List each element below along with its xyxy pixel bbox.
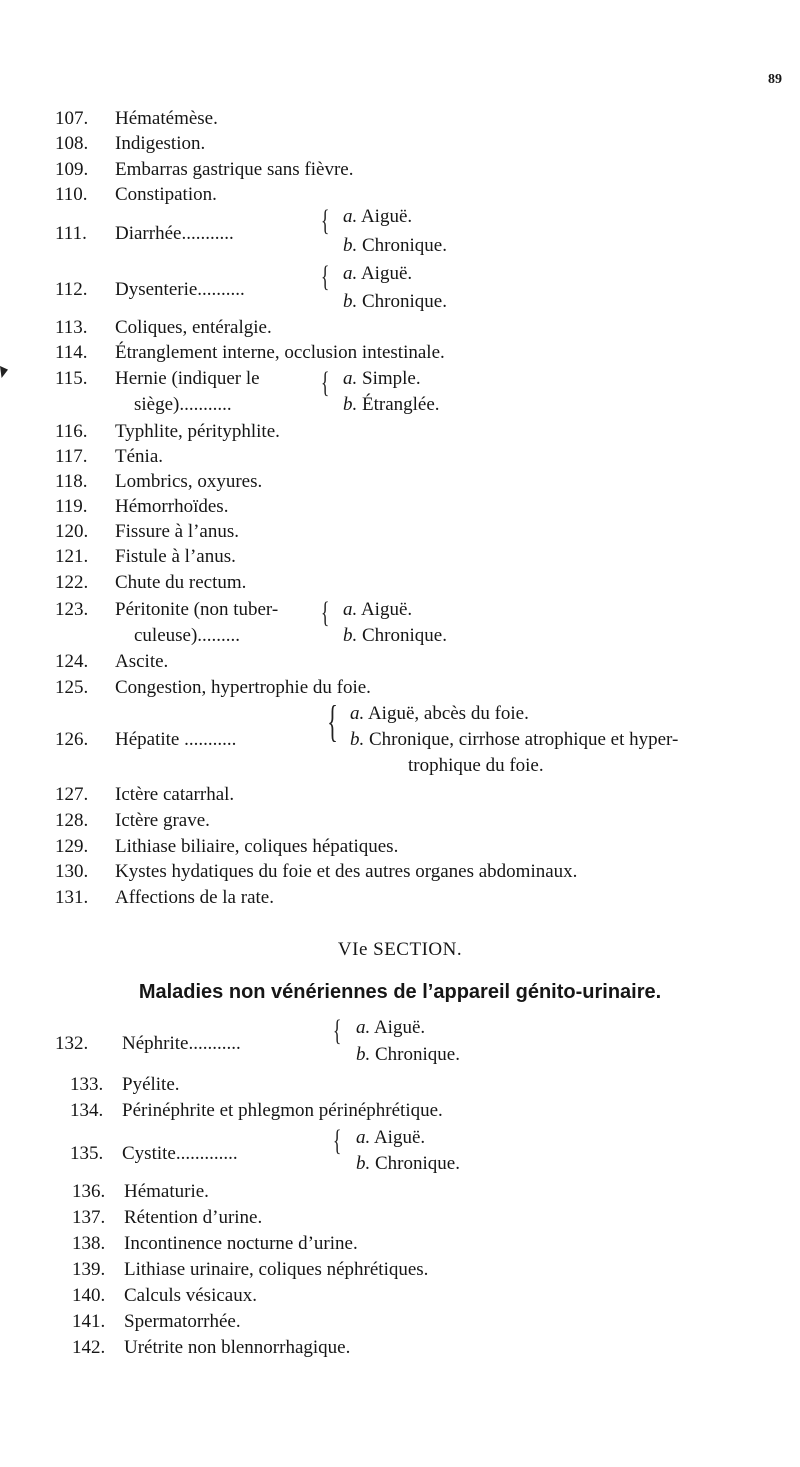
entry-number: 131. xyxy=(55,887,89,908)
entry-text: Lithiase biliaire, coliques hépatiques. xyxy=(115,836,399,857)
entry-text: Hernie (indiquer le xyxy=(115,368,260,389)
entry-number: 107. xyxy=(55,108,89,129)
entry-text: Chute du rectum. xyxy=(115,572,247,593)
entry-number: 110. xyxy=(55,184,88,205)
subitem-a: a. Aiguë. xyxy=(343,599,413,620)
entry-text: Lithiase urinaire, coliques néphrétiques. xyxy=(124,1259,429,1280)
entry-number: 125. xyxy=(55,677,89,698)
entry-text: Ténia. xyxy=(115,446,164,467)
brace-symbol: { xyxy=(332,1124,342,1157)
section-title: VIe SECTION. xyxy=(337,939,463,960)
entry-number: 119. xyxy=(55,496,88,517)
brace-symbol: { xyxy=(320,366,330,399)
subitem-a: a. Simple. xyxy=(343,368,421,389)
entry-text: Congestion, hypertrophie du foie. xyxy=(115,677,371,698)
entry-text: Ictère catarrhal. xyxy=(115,784,235,805)
entry-number: 109. xyxy=(55,159,89,180)
subitem-a: a. Aiguë. xyxy=(343,206,413,227)
subitem-a: a. Aiguë. xyxy=(343,263,413,284)
entry-text: Embarras gastrique sans fièvre. xyxy=(115,159,354,180)
entry-text: Diarrhée........... xyxy=(115,223,234,244)
page-number: 89 xyxy=(768,72,782,87)
entry-text: Néphrite........... xyxy=(122,1033,241,1054)
entry-text: Typhlite, pérityphlite. xyxy=(115,421,280,442)
brace-symbol: { xyxy=(320,260,330,293)
brace-symbol: { xyxy=(332,1014,342,1047)
subitem-b-continued: trophique du foie. xyxy=(408,755,544,776)
subitem-b: b. Chronique. xyxy=(343,235,447,256)
entry-text: Fistule à l’anus. xyxy=(115,546,236,567)
entry-text: Pyélite. xyxy=(122,1074,180,1095)
entry-text: Rétention d’urine. xyxy=(124,1207,263,1228)
entry-text-continued: siège)........... xyxy=(134,394,232,415)
brace-symbol: { xyxy=(320,204,330,237)
subitem-a: a. Aiguë. xyxy=(356,1127,426,1148)
entry-text: Dysenterie.......... xyxy=(115,279,245,300)
entry-number: 111. xyxy=(55,223,87,244)
entry-number: 118. xyxy=(55,471,88,492)
subitem-b: b. Chronique. xyxy=(356,1044,460,1065)
entry-number: 124. xyxy=(55,651,89,672)
entry-number: 138. xyxy=(72,1233,106,1254)
entry-number: 127. xyxy=(55,784,89,805)
entry-number: 129. xyxy=(55,836,89,857)
entry-text: Calculs vésicaux. xyxy=(124,1285,257,1306)
entry-number: 132. xyxy=(55,1033,89,1054)
entry-text: Étranglement interne, occlusion intestinale. xyxy=(115,342,445,363)
entry-text: Constipation. xyxy=(115,184,217,205)
entry-text: Hépatite ........... xyxy=(115,729,237,750)
entry-number: 117. xyxy=(55,446,88,467)
margin-mark xyxy=(0,366,8,378)
subitem-b: b. Chronique. xyxy=(343,625,447,646)
entry-number: 115. xyxy=(55,368,88,389)
entry-number: 135. xyxy=(70,1143,104,1164)
entry-number: 114. xyxy=(55,342,88,363)
entry-number: 133. xyxy=(70,1074,104,1095)
subitem-b: b. Étranglée. xyxy=(343,394,440,415)
subitem-a: a. Aiguë, abcès du foie. xyxy=(350,703,529,724)
entry-number: 116. xyxy=(55,421,88,442)
entry-number: 123. xyxy=(55,599,89,620)
entry-text: Affections de la rate. xyxy=(115,887,274,908)
entry-number: 134. xyxy=(70,1100,104,1121)
entry-number: 136. xyxy=(72,1181,106,1202)
entry-text: Spermatorrhée. xyxy=(124,1311,241,1332)
subitem-b: b. Chronique. xyxy=(356,1153,460,1174)
entry-text: Indigestion. xyxy=(115,133,206,154)
entry-number: 137. xyxy=(72,1207,106,1228)
entry-text: Péritonite (non tuber- xyxy=(115,599,279,620)
entry-text: Ictère grave. xyxy=(115,810,210,831)
entry-number: 142. xyxy=(72,1337,106,1358)
entry-text: Cystite............. xyxy=(122,1143,238,1164)
entry-number: 112. xyxy=(55,279,88,300)
section-heading: Maladies non vénériennes de l’appareil génito-urinaire. xyxy=(138,981,662,1003)
subitem-a: a. Aiguë. xyxy=(356,1017,426,1038)
entry-number: 128. xyxy=(55,810,89,831)
brace-symbol: { xyxy=(320,596,330,629)
entry-text: Lombrics, oxyures. xyxy=(115,471,263,492)
subitem-b: b. Chronique. xyxy=(343,291,447,312)
entry-number: 126. xyxy=(55,729,89,750)
entry-text: Périnéphrite et phlegmon périnéphrétique. xyxy=(122,1100,443,1121)
entry-number: 121. xyxy=(55,546,89,567)
entry-text-continued: culeuse)......... xyxy=(134,625,241,646)
entry-number: 141. xyxy=(72,1311,106,1332)
entry-number: 139. xyxy=(72,1259,106,1280)
entry-number: 113. xyxy=(55,317,88,338)
entry-number: 108. xyxy=(55,133,89,154)
entry-number: 120. xyxy=(55,521,89,542)
entry-text: Coliques, entéralgie. xyxy=(115,317,272,338)
entry-text: Fissure à l’anus. xyxy=(115,521,240,542)
entry-text: Ascite. xyxy=(115,651,169,672)
entry-number: 130. xyxy=(55,861,89,882)
entry-text: Urétrite non blennorrhagique. xyxy=(124,1337,351,1358)
entry-text: Kystes hydatiques du foie et des autres organes abdominaux. xyxy=(115,861,578,882)
entry-text: Hémorrhoïdes. xyxy=(115,496,229,517)
subitem-b: b. Chronique, cirrhose atrophique et hyper- xyxy=(350,729,679,750)
entry-number: 122. xyxy=(55,572,89,593)
entry-text: Hématémèse. xyxy=(115,108,218,129)
entry-number: 140. xyxy=(72,1285,106,1306)
entry-text: Incontinence nocturne d’urine. xyxy=(124,1233,358,1254)
brace-symbol: { xyxy=(327,697,338,746)
entry-text: Hématurie. xyxy=(124,1181,209,1202)
